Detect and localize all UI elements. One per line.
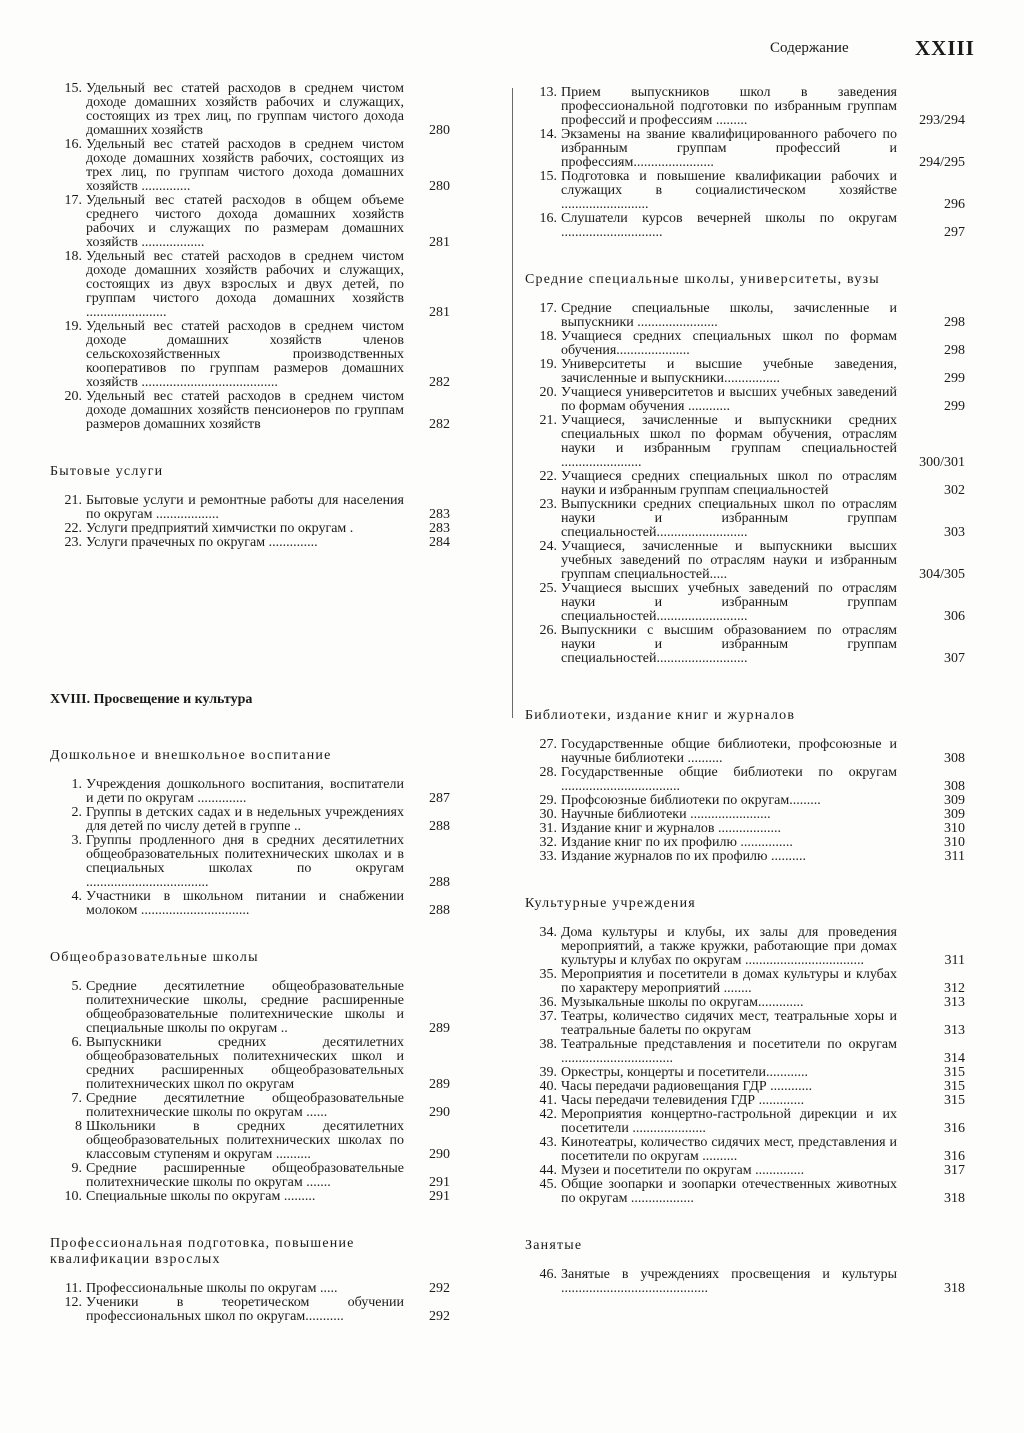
entry-title: Участники в школьном питании и снабжении молоком ............................... xyxy=(86,889,404,918)
toc-entry xyxy=(525,1136,965,1164)
entry-title: Театральные представления и посетители по округам ................................ xyxy=(561,1037,897,1066)
entry-title: Учащиеся университетов и высших учебных заведений по формам обучения ............ xyxy=(561,385,897,414)
entry-title: Оркестры, концерты и посетители............ xyxy=(561,1065,809,1080)
entry-title: Бытовые услуги и ремонтные работы для населения по округам .................. xyxy=(86,493,404,522)
entry-title: Средние десятилетние общеобразовательные политехнические школы по округам ...... xyxy=(86,1091,404,1120)
entry-title: Выпускники средних десятилетних общеобразовательных политехнических школ и средних расширенных общеобразовательных политехнических школ по округам xyxy=(86,1035,404,1092)
entry-page: 280 xyxy=(429,179,450,194)
entry-title: Театры, количество сидячих мест, театральные хоры и театральные балеты по округам xyxy=(561,1009,897,1038)
toc-entry xyxy=(50,980,450,1036)
toc-entry xyxy=(525,1108,965,1136)
toc-entry xyxy=(525,926,965,968)
toc-entry xyxy=(525,540,965,582)
entry-title: Прием выпускников школ в заведения профессиональной подготовки по избранным группам профессий и профессиям ......... xyxy=(561,85,897,128)
entry-title: Учреждения дошкольного воспитания, воспитатели и дети по округам .............. xyxy=(86,777,404,806)
entry-page: 300/301 xyxy=(919,455,965,470)
entry-page: 311 xyxy=(944,953,965,968)
entry-page: 280 xyxy=(429,123,450,138)
toc-entry xyxy=(50,1190,450,1204)
entry-number: 17. xyxy=(539,301,557,316)
entry-page: 309 xyxy=(944,793,965,808)
toc-entry xyxy=(525,808,965,822)
entry-number: 21. xyxy=(539,413,557,428)
toc-entry xyxy=(525,822,965,836)
entry-page: 283 xyxy=(429,521,450,536)
page-number: XXIII xyxy=(915,36,975,60)
entry-title: Издание журналов по их профилю .......... xyxy=(561,849,807,864)
entry-page: 292 xyxy=(429,1281,450,1296)
entry-page: 288 xyxy=(429,875,450,890)
toc-entry xyxy=(525,738,965,766)
entry-number: 11. xyxy=(65,1281,82,1296)
entry-title: Средние расширенные общеобразовательные политехнические школы по округам ....... xyxy=(86,1161,404,1190)
entry-number: 15. xyxy=(64,81,82,96)
toc-entry xyxy=(50,494,450,522)
toc-entry xyxy=(525,128,965,170)
entry-title: Подготовка и повышение квалификации рабочих и служащих в социалистическом хозяйстве ......................... xyxy=(561,169,897,212)
running-head: Содержание xyxy=(770,40,849,56)
toc-entry xyxy=(525,1094,965,1108)
entry-page: 302 xyxy=(944,483,965,498)
toc-entry xyxy=(50,194,450,250)
toc-entry xyxy=(525,1010,965,1038)
entry-number: 38. xyxy=(539,1037,557,1052)
section-heading: Культурные учреждения xyxy=(525,896,696,911)
entry-page: 284 xyxy=(429,535,450,550)
entry-page: 316 xyxy=(944,1121,965,1136)
entry-title: Группы продленного дня в средних десятилетних общеобразовательных политехнических школах и в специальных школах по округам ................................... xyxy=(86,833,404,890)
entry-page: 307 xyxy=(944,651,965,666)
entry-title: Средние специальные школы, зачисленные и выпускники ....................... xyxy=(561,301,897,330)
entry-number: 6. xyxy=(71,1035,82,1050)
entry-page: 291 xyxy=(429,1189,450,1204)
entry-number: 20. xyxy=(64,389,82,404)
toc-entry xyxy=(50,138,450,194)
entry-number: 24. xyxy=(539,539,557,554)
entry-page: 289 xyxy=(429,1021,450,1036)
toc-entry xyxy=(50,536,450,550)
entry-title: Учащиеся средних специальных школ по формам обучения..................... xyxy=(561,329,897,358)
entry-number: 33. xyxy=(539,849,557,864)
entry-page: 314 xyxy=(944,1051,965,1066)
toc-entry xyxy=(50,834,450,890)
entry-title: Учащиеся, зачисленные и выпускники средних специальных школ по формам обучения, отраслям науки и избранным группам специальностей ....................... xyxy=(561,413,897,470)
entry-number: 8 xyxy=(75,1119,82,1134)
entry-title: Общие зоопарки и зоопарки отечественных животных по округам .................. xyxy=(561,1177,897,1206)
toc-entry xyxy=(525,850,965,864)
entry-number: 35. xyxy=(539,967,557,982)
entry-title: Школьники в средних десятилетних общеобразовательных политехнических школах по классовым ступеням и округам .......... xyxy=(86,1119,404,1162)
toc-entry xyxy=(50,1162,450,1190)
entry-page: 318 xyxy=(944,1281,965,1296)
entry-title: Учащиеся высших учебных заведений по отраслям науки и избранным группам специальностей.......................... xyxy=(561,581,897,624)
toc-entry xyxy=(50,250,450,320)
toc-entry xyxy=(525,836,965,850)
entry-title: Университеты и высшие учебные заведения, зачисленные и выпускники................ xyxy=(561,357,897,386)
entry-number: 23. xyxy=(539,497,557,512)
toc-entry xyxy=(50,522,450,536)
entry-title: Удельный вес статей расходов в среднем чистом доходе домашних хозяйств рабочих, состоящих из трех лиц, по группам чистого дохода домашних хозяйств .............. xyxy=(86,137,404,194)
entry-page: 309 xyxy=(944,807,965,822)
entry-title: Кинотеатры, количество сидячих мест, представления и посетители по округам .......... xyxy=(561,1135,897,1164)
entry-number: 18. xyxy=(539,329,557,344)
entry-page: 288 xyxy=(429,903,450,918)
entry-title: Удельный вес статей расходов в среднем чистом доходе домашних хозяйств рабочих и служащих, состоящих из двух взрослых и двух детей, по группам чистого дохода домашних хозяйств ....................... xyxy=(86,249,404,320)
entry-number: 42. xyxy=(539,1107,557,1122)
entry-title: Научные библиотеки ....................... xyxy=(561,807,771,822)
entry-title: Государственные общие библиотеки, профсоюзные и научные библиотеки .......... xyxy=(561,737,897,766)
entry-number: 22. xyxy=(539,469,557,484)
entry-number: 16. xyxy=(64,137,82,152)
entry-title: Издание книг и журналов .................. xyxy=(561,821,782,836)
entry-title: Занятые в учреждениях просвещения и культуры .......................................... xyxy=(561,1267,897,1296)
entry-title: Дома культуры и клубы, их залы для проведения мероприятий, а также кружки, работающие при домах культуры и клубах по округам .................................. xyxy=(561,925,897,968)
entry-page: 288 xyxy=(429,819,450,834)
entry-title: Музеи и посетители по округам .............. xyxy=(561,1163,805,1178)
entry-number: 41. xyxy=(539,1093,557,1108)
entry-number: 21. xyxy=(64,493,82,508)
left-column xyxy=(50,82,450,1324)
entry-title: Мероприятия и посетители в домах культуры и клубах по характеру мероприятий ........ xyxy=(561,967,897,996)
entry-title: Ученики в теоретическом обучении профессиональных школ по округам........... xyxy=(86,1295,404,1324)
toc-entry xyxy=(525,766,965,794)
entry-page: 316 xyxy=(944,1149,965,1164)
entry-title: Удельный вес статей расходов в среднем чистом доходе домашних хозяйств рабочих и служащих, состоящих из трех лиц, по группам чистого дохода домашних хозяйств xyxy=(86,81,404,138)
section-heading: Бытовые услуги xyxy=(50,464,164,479)
entry-number: 19. xyxy=(539,357,557,372)
toc-entry xyxy=(525,1178,965,1206)
entry-title: Специальные школы по округам ......... xyxy=(86,1189,316,1204)
toc-entry xyxy=(525,212,965,240)
entry-title: Часы передачи телевидения ГДР ............. xyxy=(561,1093,805,1108)
entry-page: 283 xyxy=(429,507,450,522)
entry-number: 40. xyxy=(539,1079,557,1094)
entry-title: Учащиеся средних специальных школ по отраслям науки и избранным группам специальностей xyxy=(561,469,897,498)
entry-number: 12. xyxy=(64,1295,82,1310)
toc-entry xyxy=(525,582,965,624)
toc-entry xyxy=(525,1268,965,1296)
entry-page: 306 xyxy=(944,609,965,624)
toc-entry xyxy=(525,996,965,1010)
entry-number: 45. xyxy=(539,1177,557,1192)
entry-page: 296 xyxy=(944,197,965,212)
entry-page: 304/305 xyxy=(919,567,965,582)
toc-entry xyxy=(50,778,450,806)
entry-number: 36. xyxy=(539,995,557,1010)
entry-page: 299 xyxy=(944,399,965,414)
entry-title: Группы в детских садах и в недельных учреждениях для детей по числу детей в группе .. xyxy=(86,805,404,834)
toc-entry xyxy=(525,1066,965,1080)
entry-page: 299 xyxy=(944,371,965,386)
entry-title: Мероприятия концертно-гастрольной дирекции и их посетители ..................... xyxy=(561,1107,897,1136)
toc-entry xyxy=(525,330,965,358)
entry-number: 1. xyxy=(71,777,82,792)
entry-title: Профсоюзные библиотеки по округам......... xyxy=(561,793,821,808)
toc-entry xyxy=(50,806,450,834)
toc-entry xyxy=(525,358,965,386)
entry-page: 318 xyxy=(944,1191,965,1206)
entry-title: Издание книг по их профилю ............... xyxy=(561,835,793,850)
entry-page: 315 xyxy=(944,1079,965,1094)
toc-entry xyxy=(50,1296,450,1324)
section-heading: Библиотеки, издание книг и журналов xyxy=(525,708,796,723)
toc-entry xyxy=(525,1164,965,1178)
entry-title: Государственные общие библиотеки по округам .................................. xyxy=(561,765,897,794)
toc-entry xyxy=(50,1036,450,1092)
entry-title: Услуги предприятий химчистки по округам . xyxy=(86,521,354,536)
entry-page: 313 xyxy=(944,995,965,1010)
entry-number: 34. xyxy=(539,925,557,940)
entry-number: 16. xyxy=(539,211,557,226)
entry-number: 26. xyxy=(539,623,557,638)
entry-number: 23. xyxy=(64,535,82,550)
entry-page: 297 xyxy=(944,225,965,240)
entry-title: Экзамены на звание квалифицированного рабочего по избранным группам профессий и профессиям....................... xyxy=(561,127,897,170)
entry-title: Выпускники средних специальных школ по отраслям науки и избранным группам специальностей.......................... xyxy=(561,497,897,540)
entry-number: 43. xyxy=(539,1135,557,1150)
toc-entry xyxy=(525,624,965,666)
toc-entry xyxy=(50,390,450,432)
toc-entry xyxy=(525,414,965,470)
entry-number: 14. xyxy=(539,127,557,142)
entry-number: 17. xyxy=(64,193,82,208)
chapter-heading: XVIII. Просвещение и культура xyxy=(50,692,253,707)
entry-page: 315 xyxy=(944,1065,965,1080)
entry-page: 290 xyxy=(429,1147,450,1162)
toc-entry xyxy=(525,86,965,128)
entry-number: 22. xyxy=(64,521,82,536)
entry-page: 281 xyxy=(429,235,450,250)
entry-page: 310 xyxy=(944,835,965,850)
entry-title: Услуги прачечных по округам .............. xyxy=(86,535,318,550)
toc-entry xyxy=(50,1120,450,1162)
entry-number: 18. xyxy=(64,249,82,264)
entry-title: Средние десятилетние общеобразовательные политехнические школы, средние расширенные общеобразовательные политехнические школы и специальные школы по округам .. xyxy=(86,979,404,1036)
toc-entry xyxy=(525,302,965,330)
entry-title: Музыкальные школы по округам............. xyxy=(561,995,804,1010)
toc-entry xyxy=(525,386,965,414)
toc-entry xyxy=(525,170,965,212)
entry-page: 282 xyxy=(429,375,450,390)
entry-page: 291 xyxy=(429,1175,450,1190)
entry-number: 10. xyxy=(64,1189,82,1204)
entry-page: 298 xyxy=(944,315,965,330)
entry-page: 303 xyxy=(944,525,965,540)
entry-number: 32. xyxy=(539,835,557,850)
toc-entry xyxy=(50,1282,450,1296)
entry-number: 2. xyxy=(71,805,82,820)
entry-title: Учащиеся, зачисленные и выпускники высших учебных заведений по отраслям науки и избранным группам специальностей..... xyxy=(561,539,897,582)
entry-number: 27. xyxy=(539,737,557,752)
entry-page: 317 xyxy=(944,1163,965,1178)
entry-page: 311 xyxy=(944,849,965,864)
entry-page: 282 xyxy=(429,417,450,432)
entry-number: 5. xyxy=(71,979,82,994)
entry-title: Профессиональные школы по округам ..... xyxy=(86,1281,338,1296)
entry-number: 3. xyxy=(71,833,82,848)
entry-page: 287 xyxy=(429,791,450,806)
entry-page: 298 xyxy=(944,343,965,358)
entry-page: 294/295 xyxy=(919,155,965,170)
entry-number: 44. xyxy=(539,1163,557,1178)
entry-number: 28. xyxy=(539,765,557,780)
entry-page: 293/294 xyxy=(919,113,965,128)
entry-number: 20. xyxy=(539,385,557,400)
entry-number: 19. xyxy=(64,319,82,334)
entry-title: Удельный вес статей расходов в среднем чистом доходе домашних хозяйств пенсионеров по группам размеров домашних хозяйств xyxy=(86,389,404,432)
entry-title: Слушатели курсов вечерней школы по округам ............................. xyxy=(561,211,897,240)
entry-title: Часы передачи радиовещания ГДР ............ xyxy=(561,1079,813,1094)
entry-page: 315 xyxy=(944,1093,965,1108)
entry-number: 31. xyxy=(539,821,557,836)
entry-title: Удельный вес статей расходов в среднем чистом доходе домашних хозяйств членов сельскохозяйственных производственных кооперативов по группам размеров домашних хозяйств ....................................... xyxy=(86,319,404,390)
entry-number: 29. xyxy=(539,793,557,808)
entry-page: 281 xyxy=(429,305,450,320)
toc-entry xyxy=(525,794,965,808)
entry-number: 37. xyxy=(539,1009,557,1024)
toc-entry xyxy=(50,82,450,138)
toc-entry xyxy=(525,498,965,540)
toc-entry xyxy=(525,1080,965,1094)
entry-page: 290 xyxy=(429,1105,450,1120)
entry-number: 4. xyxy=(71,889,82,904)
entry-title: Удельный вес статей расходов в общем объеме среднего чистого дохода домашних хозяйств рабочих и служащих по размерам домашних хозяйств .................. xyxy=(86,193,404,250)
entry-page: 313 xyxy=(944,1023,965,1038)
section-heading: Занятые xyxy=(525,1238,583,1253)
entry-page: 308 xyxy=(944,751,965,766)
entry-page: 312 xyxy=(944,981,965,996)
toc-entry xyxy=(525,1038,965,1066)
entry-page: 310 xyxy=(944,821,965,836)
entry-number: 46. xyxy=(539,1267,557,1282)
entry-number: 7. xyxy=(71,1091,82,1106)
section-heading: Средние специальные школы, университеты, вузы xyxy=(525,272,880,287)
toc-entry xyxy=(50,1092,450,1120)
entry-page: 308 xyxy=(944,779,965,794)
entry-number: 39. xyxy=(539,1065,557,1080)
entry-number: 9. xyxy=(71,1161,82,1176)
toc-entry xyxy=(525,968,965,996)
entry-page: 292 xyxy=(429,1309,450,1324)
section-heading: Дошкольное и внешкольное воспитание xyxy=(50,748,332,763)
entry-number: 15. xyxy=(539,169,557,184)
entry-title: Выпускники с высшим образованием по отраслям науки и избранным группам специальностей.......................... xyxy=(561,623,897,666)
toc-entry xyxy=(50,320,450,390)
entry-number: 25. xyxy=(539,581,557,596)
toc-entry xyxy=(50,890,450,918)
column-rule xyxy=(512,88,513,718)
entry-page: 289 xyxy=(429,1077,450,1092)
entry-number: 30. xyxy=(539,807,557,822)
section-heading: Профессиональная подготовка, повышение квалификации взрослых xyxy=(50,1236,355,1267)
toc-entry xyxy=(525,470,965,498)
entry-number: 13. xyxy=(539,85,557,100)
right-column xyxy=(525,86,965,1296)
section-heading: Общеобразовательные школы xyxy=(50,950,259,965)
